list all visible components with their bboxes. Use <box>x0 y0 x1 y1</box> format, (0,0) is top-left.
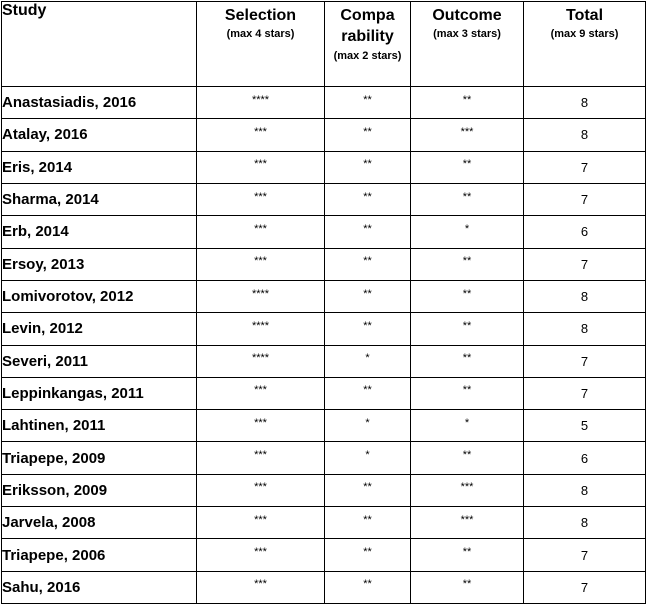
outcome-stars: ** <box>411 87 524 119</box>
header-outcome-sub: (max 3 stars) <box>433 28 501 40</box>
comparability-stars: ** <box>325 216 411 248</box>
study-name: Eris, 2014 <box>2 151 197 183</box>
study-name: Sahu, 2016 <box>2 571 197 603</box>
total-score: 8 <box>524 313 646 345</box>
header-study-label: Study <box>2 2 47 19</box>
selection-stars: *** <box>197 571 325 603</box>
header-comparability <box>325 2 411 87</box>
header-selection-title: Selection <box>224 7 297 24</box>
table-row <box>2 248 646 280</box>
header-total-sub: (max 9 stars) <box>550 28 619 40</box>
comparability-stars: ** <box>325 377 411 409</box>
outcome-stars: *** <box>411 507 524 539</box>
selection-stars: **** <box>197 345 325 377</box>
table-row <box>2 539 646 571</box>
selection-stars: *** <box>197 474 325 506</box>
total-score: 8 <box>524 119 646 151</box>
comparability-stars: ** <box>325 151 411 183</box>
selection-stars: *** <box>197 442 325 474</box>
outcome-stars: * <box>411 216 524 248</box>
outcome-stars: ** <box>411 280 524 312</box>
comparability-stars: ** <box>325 280 411 312</box>
header-study <box>2 2 197 87</box>
outcome-stars: ** <box>411 313 524 345</box>
comparability-stars: ** <box>325 474 411 506</box>
header-total <box>524 2 646 87</box>
header-total-title: Total <box>565 7 604 24</box>
table-row <box>2 410 646 442</box>
table-row <box>2 151 646 183</box>
total-score: 8 <box>524 87 646 119</box>
outcome-stars: ** <box>411 377 524 409</box>
comparability-stars: ** <box>325 119 411 151</box>
study-name: Jarvela, 2008 <box>2 507 197 539</box>
comparability-stars: ** <box>325 183 411 215</box>
selection-stars: **** <box>197 313 325 345</box>
total-score: 7 <box>524 345 646 377</box>
selection-stars: *** <box>197 410 325 442</box>
total-score: 8 <box>524 474 646 506</box>
outcome-stars: ** <box>411 571 524 603</box>
study-name: Triapepe, 2009 <box>2 442 197 474</box>
outcome-stars: ** <box>411 442 524 474</box>
header-selection-sub: (max 4 stars) <box>226 28 295 40</box>
study-name: Severi, 2011 <box>2 345 197 377</box>
total-score: 7 <box>524 183 646 215</box>
outcome-stars: *** <box>411 119 524 151</box>
study-name: Levin, 2012 <box>2 313 197 345</box>
comparability-stars: ** <box>325 248 411 280</box>
total-score: 8 <box>524 507 646 539</box>
header-row <box>2 2 646 87</box>
table-row <box>2 507 646 539</box>
outcome-stars: ** <box>411 248 524 280</box>
total-score: 6 <box>524 216 646 248</box>
outcome-stars: ** <box>411 345 524 377</box>
total-score: 7 <box>524 248 646 280</box>
outcome-stars: ** <box>411 151 524 183</box>
header-outcome-title: Outcome <box>432 7 502 24</box>
selection-stars: *** <box>197 119 325 151</box>
selection-stars: **** <box>197 87 325 119</box>
total-score: 7 <box>524 539 646 571</box>
table-row <box>2 119 646 151</box>
outcome-stars: ** <box>411 539 524 571</box>
study-name: Eriksson, 2009 <box>2 474 197 506</box>
selection-stars: **** <box>197 280 325 312</box>
study-name: Erb, 2014 <box>2 216 197 248</box>
comparability-stars: ** <box>325 507 411 539</box>
header-outcome <box>411 2 524 87</box>
total-score: 8 <box>524 280 646 312</box>
outcome-stars: * <box>411 410 524 442</box>
comparability-stars: ** <box>325 87 411 119</box>
total-score: 7 <box>524 571 646 603</box>
outcome-stars: ** <box>411 183 524 215</box>
comparability-stars: * <box>325 442 411 474</box>
table-row <box>2 571 646 603</box>
table-row <box>2 280 646 312</box>
table-row <box>2 377 646 409</box>
table-row <box>2 313 646 345</box>
header-comparability-title: Compa rability <box>340 7 395 45</box>
comparability-stars: * <box>325 345 411 377</box>
selection-stars: *** <box>197 539 325 571</box>
table-row <box>2 345 646 377</box>
study-name: Lahtinen, 2011 <box>2 410 197 442</box>
study-name: Ersoy, 2013 <box>2 248 197 280</box>
comparability-stars: ** <box>325 539 411 571</box>
quality-assessment-table <box>1 1 646 604</box>
comparability-stars: ** <box>325 313 411 345</box>
total-score: 7 <box>524 151 646 183</box>
header-comparability-sub: (max 2 stars) <box>333 50 402 62</box>
total-score: 5 <box>524 410 646 442</box>
study-name: Atalay, 2016 <box>2 119 197 151</box>
study-name: Lomivorotov, 2012 <box>2 280 197 312</box>
outcome-stars: *** <box>411 474 524 506</box>
selection-stars: *** <box>197 377 325 409</box>
total-score: 6 <box>524 442 646 474</box>
table-row <box>2 474 646 506</box>
selection-stars: *** <box>197 507 325 539</box>
table-row <box>2 87 646 119</box>
selection-stars: *** <box>197 248 325 280</box>
table-row <box>2 216 646 248</box>
table-row <box>2 442 646 474</box>
study-name: Anastasiadis, 2016 <box>2 87 197 119</box>
selection-stars: *** <box>197 151 325 183</box>
total-score: 7 <box>524 377 646 409</box>
selection-stars: *** <box>197 216 325 248</box>
study-name: Triapepe, 2006 <box>2 539 197 571</box>
study-name: Sharma, 2014 <box>2 183 197 215</box>
comparability-stars: * <box>325 410 411 442</box>
study-name: Leppinkangas, 2011 <box>2 377 197 409</box>
selection-stars: *** <box>197 183 325 215</box>
header-selection <box>197 2 325 87</box>
table-row <box>2 183 646 215</box>
comparability-stars: ** <box>325 571 411 603</box>
